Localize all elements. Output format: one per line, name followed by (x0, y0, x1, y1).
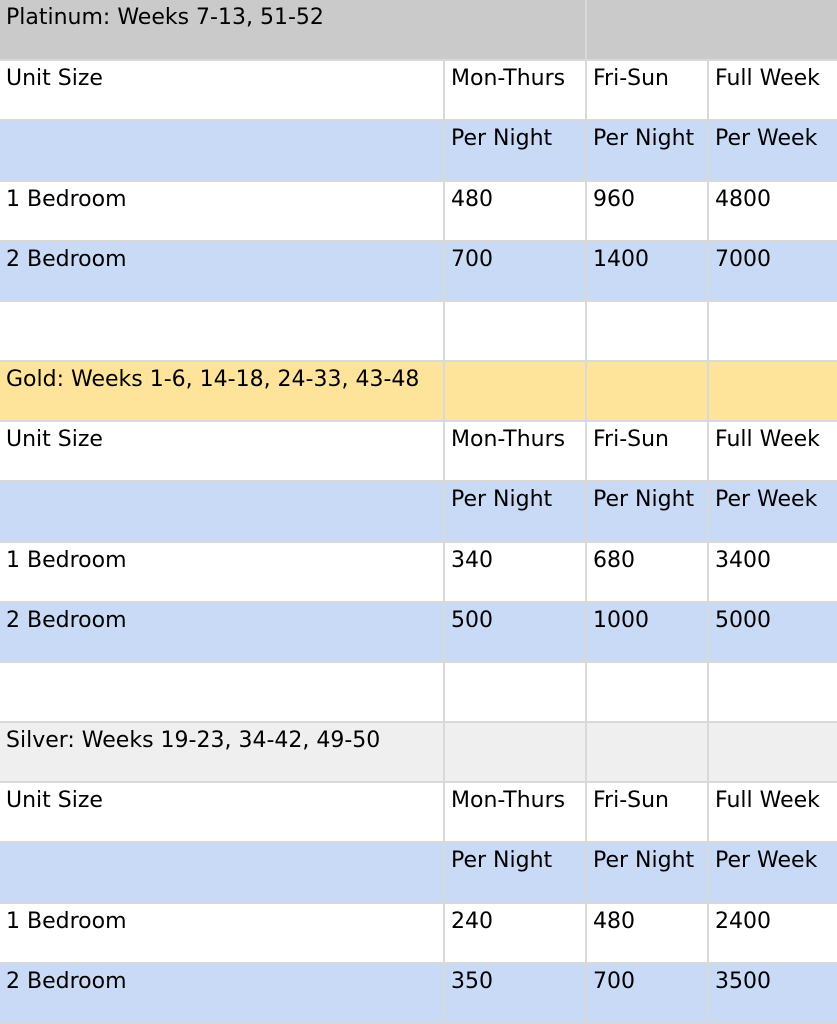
spacer-cell (708, 301, 837, 361)
unit-size-cell: 2 Bedroom (0, 602, 444, 662)
full-week-price: 4800 (708, 181, 837, 241)
spacer-cell (444, 662, 586, 722)
fri-sun-price: 680 (586, 542, 708, 602)
gold-column-header-row (0, 421, 837, 481)
unit-size-cell: 2 Bedroom (0, 963, 444, 1023)
mon-thurs-header: Mon-Thurs (444, 60, 586, 120)
gold-header-empty (586, 361, 708, 421)
mon-thurs-price: 240 (444, 903, 586, 963)
table-row (0, 542, 837, 602)
rate-unit-empty (0, 481, 444, 541)
fri-sun-unit: Per Night (586, 842, 708, 902)
full-week-price: 3400 (708, 542, 837, 602)
rate-unit-empty (0, 120, 444, 180)
mon-thurs-price: 480 (444, 181, 586, 241)
unit-size-cell: 1 Bedroom (0, 181, 444, 241)
rate-unit-empty (0, 842, 444, 902)
table-row (0, 602, 837, 662)
spacer-cell (586, 301, 708, 361)
table-row (0, 181, 837, 241)
spacer-cell (586, 662, 708, 722)
fri-sun-price: 1400 (586, 241, 708, 301)
spacer-row (0, 662, 837, 722)
silver-section-header (0, 722, 837, 782)
platinum-column-header-row (0, 60, 837, 120)
unit-size-cell: 1 Bedroom (0, 903, 444, 963)
unit-size-header: Unit Size (0, 782, 444, 842)
full-week-unit: Per Week (708, 120, 837, 180)
table-row (0, 963, 837, 1023)
full-week-header: Full Week (708, 60, 837, 120)
mon-thurs-unit: Per Night (444, 481, 586, 541)
gold-section-header (0, 361, 837, 421)
fri-sun-header: Fri-Sun (586, 421, 708, 481)
mon-thurs-price: 350 (444, 963, 586, 1023)
silver-section-title: Silver: Weeks 19-23, 34-42, 49-50 (0, 722, 444, 782)
unit-size-header: Unit Size (0, 60, 444, 120)
table-row (0, 903, 837, 963)
mon-thurs-header: Mon-Thurs (444, 782, 586, 842)
fri-sun-unit: Per Night (586, 120, 708, 180)
gold-header-empty (444, 361, 586, 421)
spacer-row (0, 301, 837, 361)
silver-header-empty (708, 722, 837, 782)
silver-header-empty (586, 722, 708, 782)
spacer-cell (0, 662, 444, 722)
platinum-rate-unit-row (0, 120, 837, 180)
fri-sun-price: 480 (586, 903, 708, 963)
fri-sun-price: 700 (586, 963, 708, 1023)
platinum-section-header (0, 0, 837, 60)
silver-header-empty (444, 722, 586, 782)
fri-sun-header: Fri-Sun (586, 782, 708, 842)
mon-thurs-unit: Per Night (444, 842, 586, 902)
fri-sun-header: Fri-Sun (586, 60, 708, 120)
unit-size-header: Unit Size (0, 421, 444, 481)
gold-section-title: Gold: Weeks 1-6, 14-18, 24-33, 43-48 (0, 361, 444, 421)
spacer-cell (0, 301, 444, 361)
fri-sun-price: 960 (586, 181, 708, 241)
gold-rate-unit-row (0, 481, 837, 541)
fri-sun-price: 1000 (586, 602, 708, 662)
silver-column-header-row (0, 782, 837, 842)
silver-rate-unit-row (0, 842, 837, 902)
fri-sun-unit: Per Night (586, 481, 708, 541)
gold-header-empty (708, 361, 837, 421)
full-week-header: Full Week (708, 782, 837, 842)
mon-thurs-price: 700 (444, 241, 586, 301)
unit-size-cell: 1 Bedroom (0, 542, 444, 602)
mon-thurs-header: Mon-Thurs (444, 421, 586, 481)
table-row (0, 241, 837, 301)
mon-thurs-unit: Per Night (444, 120, 586, 180)
full-week-price: 3500 (708, 963, 837, 1023)
full-week-price: 2400 (708, 903, 837, 963)
mon-thurs-price: 500 (444, 602, 586, 662)
full-week-price: 7000 (708, 241, 837, 301)
mon-thurs-price: 340 (444, 542, 586, 602)
full-week-price: 5000 (708, 602, 837, 662)
spacer-cell (444, 301, 586, 361)
platinum-header-empty (586, 0, 837, 60)
platinum-section-title: Platinum: Weeks 7-13, 51-52 (0, 0, 586, 60)
full-week-header: Full Week (708, 421, 837, 481)
full-week-unit: Per Week (708, 842, 837, 902)
spacer-cell (708, 662, 837, 722)
full-week-unit: Per Week (708, 481, 837, 541)
unit-size-cell: 2 Bedroom (0, 241, 444, 301)
